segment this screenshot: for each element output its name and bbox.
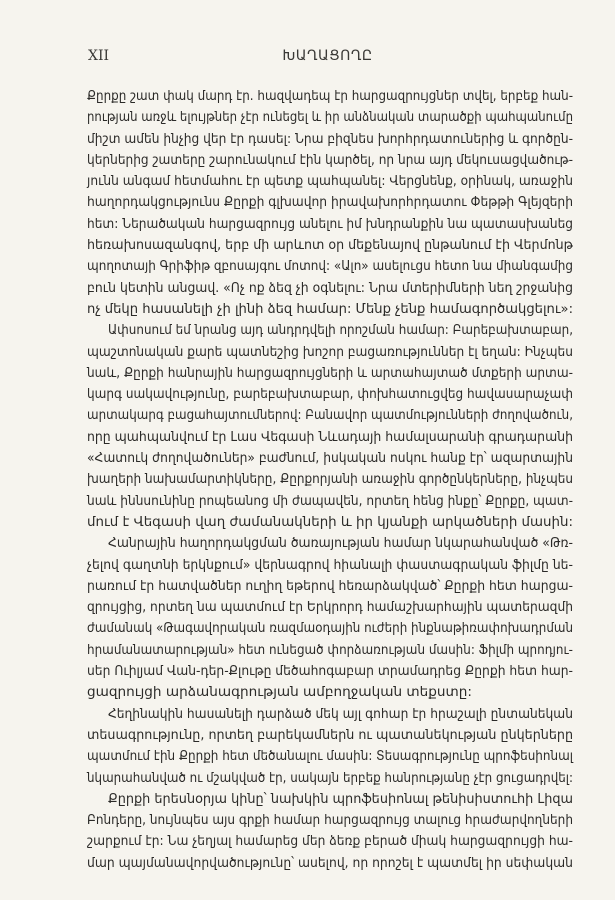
text-line — [87, 214, 573, 235]
text-line-content: ժամանակ «Թագավորական ռազմաօդային ուժերի ինքնաթիռափոխադրման — [87, 620, 573, 637]
text-line-content: հաղորդակցությունս Քըրքի գլխավոր իրավախորհրդատու Փեթթի Գլեյզերի — [87, 194, 573, 211]
text-line-content: Հանրային հաղորդակցման ծառայության համար նկարահանված «Թռ- — [108, 535, 573, 552]
text-line — [87, 661, 573, 682]
text-line-content: Ափսոսում եմ նրանց այդ անդրդվելի որոշման համար: Բարեբախտաբար, — [108, 322, 573, 339]
page-number: XII — [88, 48, 110, 64]
text-line-content: պաշտոնական քարե պատնեշից խոշոր բացառություններ էլ եղան: Ինչպես — [87, 343, 573, 360]
text-line-content: «Հատուկ ժողովածուներ» բաժնում, իսկական ոսկու հանք էր՝ ազարտային — [87, 450, 573, 467]
text-line — [87, 533, 573, 554]
text-line-content: Քըրքը շատ փակ մարդ էր. հազվադեպ էր հարցազրույցներ տվել, երբեք հան- — [87, 88, 573, 104]
text-line — [87, 150, 573, 171]
text-line — [87, 299, 573, 320]
text-line-content: տեսագրությունը, որտեղ բարեկամներն ու պատանեկության ընկերները — [87, 726, 573, 743]
text-line-content: րառում էր հատվածներ ուղիղ եթերով հեռարձակված՝ Քըրքի հետ հարցա- — [87, 577, 573, 594]
text-line-content: կարգ սակավությունը, բարեբախտաբար, փոխհատուցվեց հավասարաչափ — [87, 386, 573, 403]
text-line — [87, 618, 573, 639]
text-line — [87, 405, 573, 426]
text-line — [87, 448, 573, 469]
text-line-content: Քըրքի երեսնօրյա կինը՝ նախկին պրոֆեսիոնալ թենիսիստուհի Լիզա — [108, 790, 573, 807]
text-line-content: խաղերի նախամարտիկները, Քըրքորյանի առաջին գործընկերները, ինչպես — [87, 471, 573, 488]
text-line — [87, 129, 573, 150]
text-line-content: նաև, Քըրքի հանրային հարցազրույցների և արտահայտած մտքերի արտա- — [87, 364, 573, 381]
paragraph — [87, 533, 573, 703]
text-line — [87, 640, 573, 661]
text-line-content: նկարահանված ու մշակված էր, սակայն երբեք հանրությանը չէր ցուցադրվել: — [87, 769, 573, 786]
text-line — [87, 192, 573, 213]
text-line-content: կերներից շատերը շարունակում էին կարծել, որ նրա այդ մեկուսացվածութ- — [87, 151, 573, 168]
text-line-content: նաև իննսունինը րոպեանոց մի ժապավեն, որտեղ հենց ինքը՝ Քըրքը, պատ- — [87, 492, 573, 509]
paragraph — [87, 86, 573, 320]
text-line — [87, 171, 573, 192]
text-line-content: որը պահպանվում էր Լաս Վեգասի Նևադայի համալսարանի գրադարանի — [87, 428, 573, 445]
text-line-content: մում է Վեգասի վաղ ժամանակների և իր կյանքի արկածների մասին: — [87, 513, 573, 530]
text-line — [87, 831, 573, 852]
text-line-content: հեռախոսազանգով, երբ մի արևոտ օր մեքենայով ընթանում էի Վերմոնթ — [87, 237, 573, 254]
text-line-content: չելով գաղտնի երկնքում» վերնագրով հիանալի փաստագրական ֆիլմը նե- — [87, 556, 573, 573]
text-line — [87, 86, 573, 107]
text-line-content: սեր Ուիլյամ Վան-դեր-Քլութը մեծահոգաբար տրամադրեց Քըրքի հետ հար- — [87, 663, 573, 680]
text-line-content: բուն կետին անցավ. «Ոչ ոք ձեզ չի օգնելու: Նրա մտերիմների նեղ շրջանից — [87, 279, 573, 296]
text-line-content: հետ: Ներածական հարցազրույց անելու իմ խնդրանքին նա պատասխանեց — [87, 215, 573, 232]
text-line-content: շարքում էր: Նա չեղյալ համարեց մեր ձեռք բերած միակ հարցազրույցի հա- — [87, 833, 573, 850]
text-line-content: հրամանատարության» հետ ունեցած փորձառության մասին: Ֆիլմի պրոդյու- — [87, 641, 573, 658]
body-text — [87, 86, 573, 874]
paragraph — [87, 320, 573, 533]
text-line-content: յունն անգամ հետմահու էր պետք պահպանել: Վերցնենք, օրինակ, առաջին — [87, 173, 573, 190]
paragraph — [87, 789, 573, 874]
text-line-content: արտակարգ բացահայտումներով: Բանավոր պատմությունների ժողովածուն, — [87, 407, 573, 424]
text-line — [87, 746, 573, 767]
text-line — [87, 278, 573, 299]
running-title: ԽԱՂԱՑՈՂԸ — [282, 48, 373, 64]
text-line — [87, 235, 573, 256]
text-line — [87, 768, 573, 789]
text-line — [87, 704, 573, 725]
text-line — [87, 363, 573, 384]
text-line — [87, 320, 573, 341]
text-line — [87, 576, 573, 597]
text-line — [87, 384, 573, 405]
text-line-content: ոչ մեկը հասանելի չի լինի ձեզ համար: Մենք չենք համագործակցելու»: — [87, 300, 573, 317]
text-line — [87, 427, 573, 448]
text-line-content: պողոտայի Գրիֆիթ զբոսայգու մոտով: «Ալո» ասելուցս հետո նա միանգամից — [87, 258, 573, 275]
text-line — [87, 512, 573, 533]
text-line-content: միշտ ամեն ինչից վեր էր դասել: Նրա բիզնես խորհրդատուներից և գործըն- — [87, 130, 573, 147]
text-line-content: ցազրույցի արձանագրության ամբողջական տեքստը: — [87, 684, 472, 701]
text-line — [87, 853, 573, 874]
text-line — [87, 597, 573, 618]
text-line-content: զրույցից, որտեղ նա պատմում էր Երկրորդ համաշխարհային պատերազմի — [87, 599, 573, 616]
text-line-content: Բոնդերը, նույնպես այս գրքի համար հարցազրույց տալուց հրաժարվողների — [87, 812, 573, 829]
text-line — [87, 682, 573, 703]
text-line — [87, 256, 573, 277]
text-line-content: մար պայմանավորվածությունը՝ ասելով, որ որոշել է պատմել իր սեփական — [87, 854, 573, 871]
text-line — [87, 810, 573, 831]
text-line — [87, 789, 573, 810]
paragraph — [87, 704, 573, 789]
text-line-content: րության առջև ելույթներ չէր ունեցել և իր անձնական տարածքի պահպանումը — [87, 109, 573, 126]
text-line — [87, 555, 573, 576]
text-line-content: պատմում էին Քըրքի հետ մեծանալու մասին: Տեսագրությունը պրոֆեսիոնալ — [87, 748, 573, 765]
text-line — [87, 491, 573, 512]
text-line — [87, 725, 573, 746]
text-line — [87, 469, 573, 490]
text-line — [87, 342, 573, 363]
text-line-content: Հեղինակին հասանելի դարձած մեկ այլ գոհար էր հրաշալի ընտանեկան — [108, 705, 573, 722]
text-line — [87, 107, 573, 128]
